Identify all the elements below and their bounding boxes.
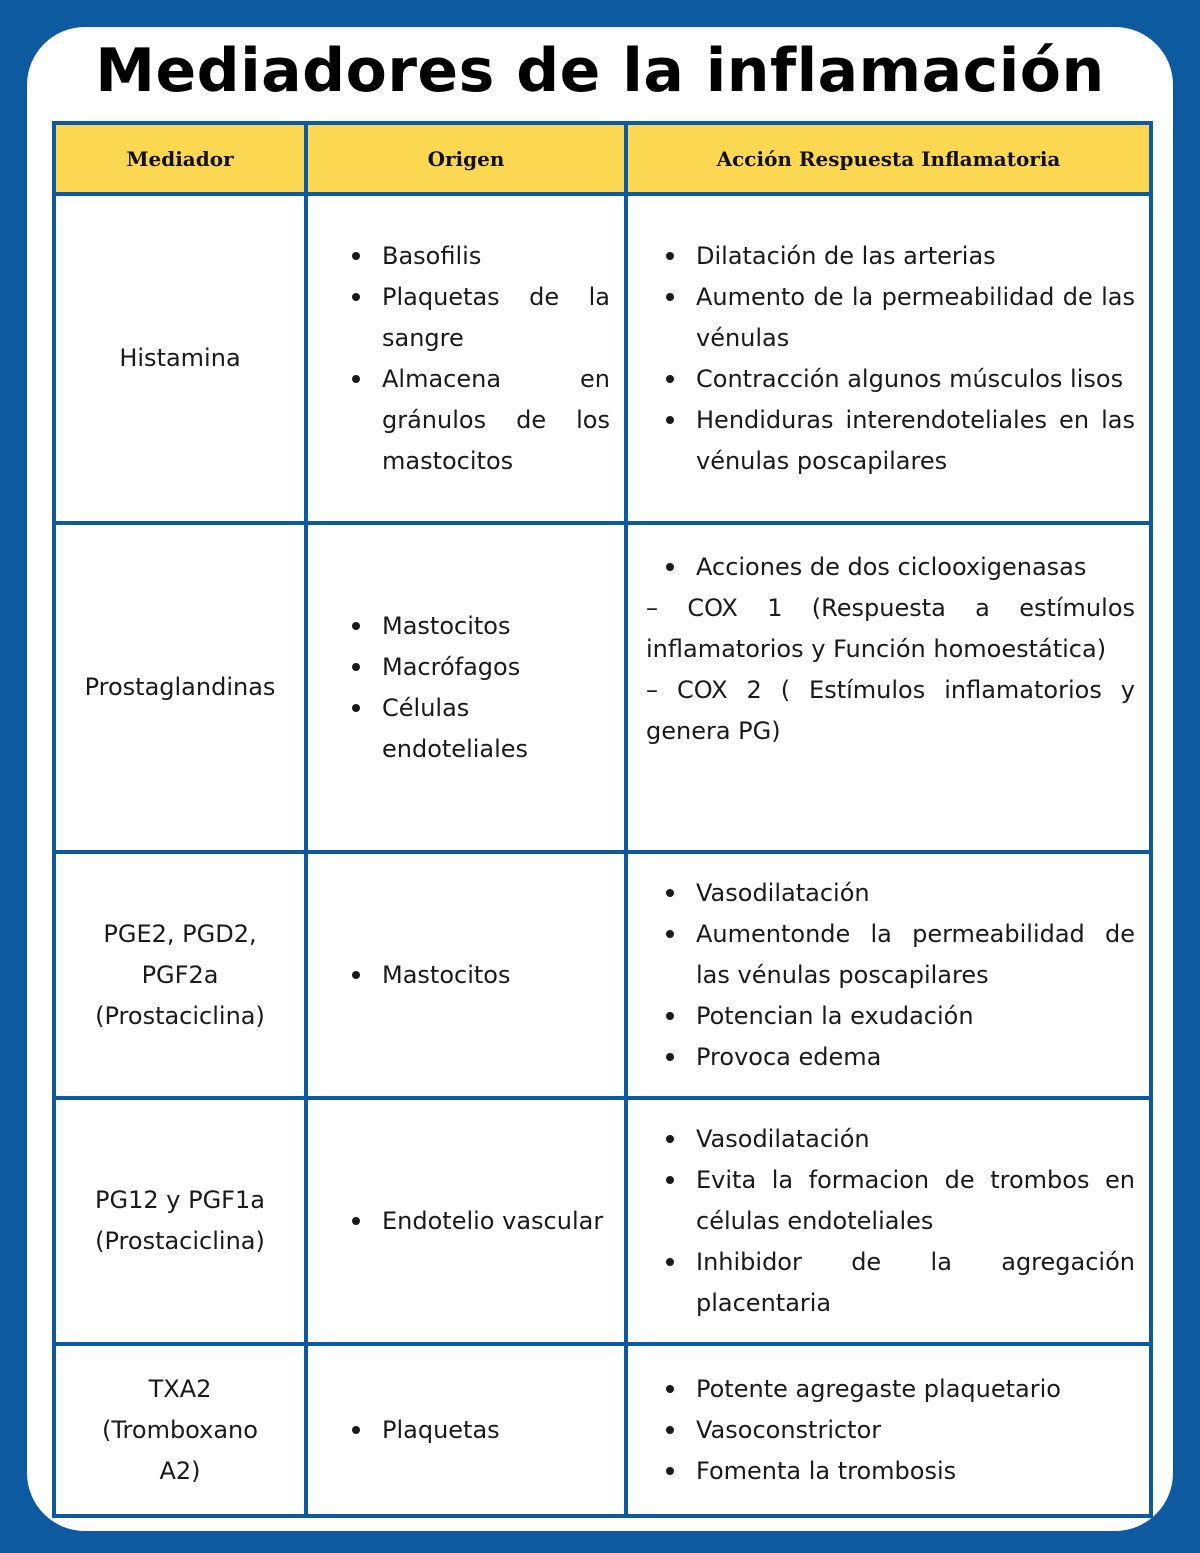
list-item: Mastocitos [332,606,610,647]
origin-cell [306,194,626,523]
mediator-cell [54,194,306,523]
list-item: Vasodilatación [646,873,1135,914]
mediator-line: PGE2, PGD2, [103,919,257,948]
table-row [54,1344,1151,1516]
mediator-line: (Prostaciclina) [95,1001,265,1030]
list-item: Vasodilatación [646,1119,1135,1160]
action-list [646,547,1135,588]
table-header-row [54,123,1151,194]
list-item: Hendiduras interendoteliales en las vénulas poscapilares [646,400,1135,482]
list-item: Potente agregaste plaquetario [646,1369,1135,1410]
origin-list [332,1201,610,1242]
mediator-line: PG12 y PGF1a [95,1186,265,1214]
table-row [54,194,1151,523]
list-item: Macrófagos [332,647,610,688]
cox1-note: – COX 1 (Respuesta a estímulos inflamatorios y Función homoestática) [646,594,1135,663]
list-item: Dilatación de las arterias [646,236,1135,277]
list-item: Potencian la exudación [646,996,1135,1037]
origin-list [332,955,610,996]
page-title: Mediadores de la inflamación [95,36,1105,106]
origin-list [332,236,610,482]
table-row [54,523,1151,852]
origin-list [332,606,610,770]
list-item: Plaquetas de la sangre [332,277,610,359]
mediator-line: PGF2a [141,960,219,989]
action-cell [626,1344,1151,1516]
list-item: Basofilis [332,236,610,277]
mediators-table [52,121,1153,1518]
origin-list [332,1410,610,1451]
list-item: Evita la formacion de trombos en células endoteliales [646,1160,1135,1242]
list-item: Almacena en gránulos de los mastocitos [332,359,610,482]
action-list [646,236,1135,482]
header-mediador: Mediador [54,123,306,194]
action-list [646,873,1135,1078]
action-list [646,1369,1135,1492]
mediator-cell [54,1098,306,1344]
origin-cell [306,852,626,1098]
list-item: Vasoconstrictor [646,1410,1135,1451]
mediator-cell [54,523,306,852]
table-row [54,852,1151,1098]
list-item: Contracción algunos músculos lisos [646,359,1135,400]
origin-cell [306,523,626,852]
list-item: Aumento de la permeabilidad de las vénulas [646,277,1135,359]
action-cell [626,852,1151,1098]
list-item: Aumentonde la permeabilidad de las vénulas poscapilares [646,914,1135,996]
mediator-line: A2) [159,1456,201,1485]
action-list [646,1119,1135,1324]
origin-cell [306,1344,626,1516]
mediator-line: Histamina [119,344,241,372]
action-cell [626,194,1151,523]
list-item: Endotelio vascular [332,1201,610,1242]
list-item: Inhibidor de la agregación placentaria [646,1242,1135,1324]
cox2-note: – COX 2 ( Estímulos inflamatorios y genera PG) [646,676,1135,745]
action-cell [626,1098,1151,1344]
list-item: Acciones de dos ciclooxigenasas [646,547,1135,588]
list-item: Células endoteliales [332,688,610,770]
table-row [54,1098,1151,1344]
header-accion: Acción Respuesta Inflamatoria [626,123,1151,194]
list-item: Fomenta la trombosis [646,1451,1135,1492]
list-item: Mastocitos [332,955,610,996]
mediator-line: (Prostaciclina) [95,1227,265,1255]
mediator-line: TXA2 [148,1374,212,1403]
list-item: Plaquetas [332,1410,610,1451]
list-item: Provoca edema [646,1037,1135,1078]
header-origen: Origen [306,123,626,194]
mediator-line: (Tromboxano [102,1415,258,1444]
mediator-cell [54,1344,306,1516]
action-cell [626,523,1151,852]
mediator-cell [54,852,306,1098]
origin-cell [306,1098,626,1344]
mediator-line: Prostaglandinas [84,673,276,701]
